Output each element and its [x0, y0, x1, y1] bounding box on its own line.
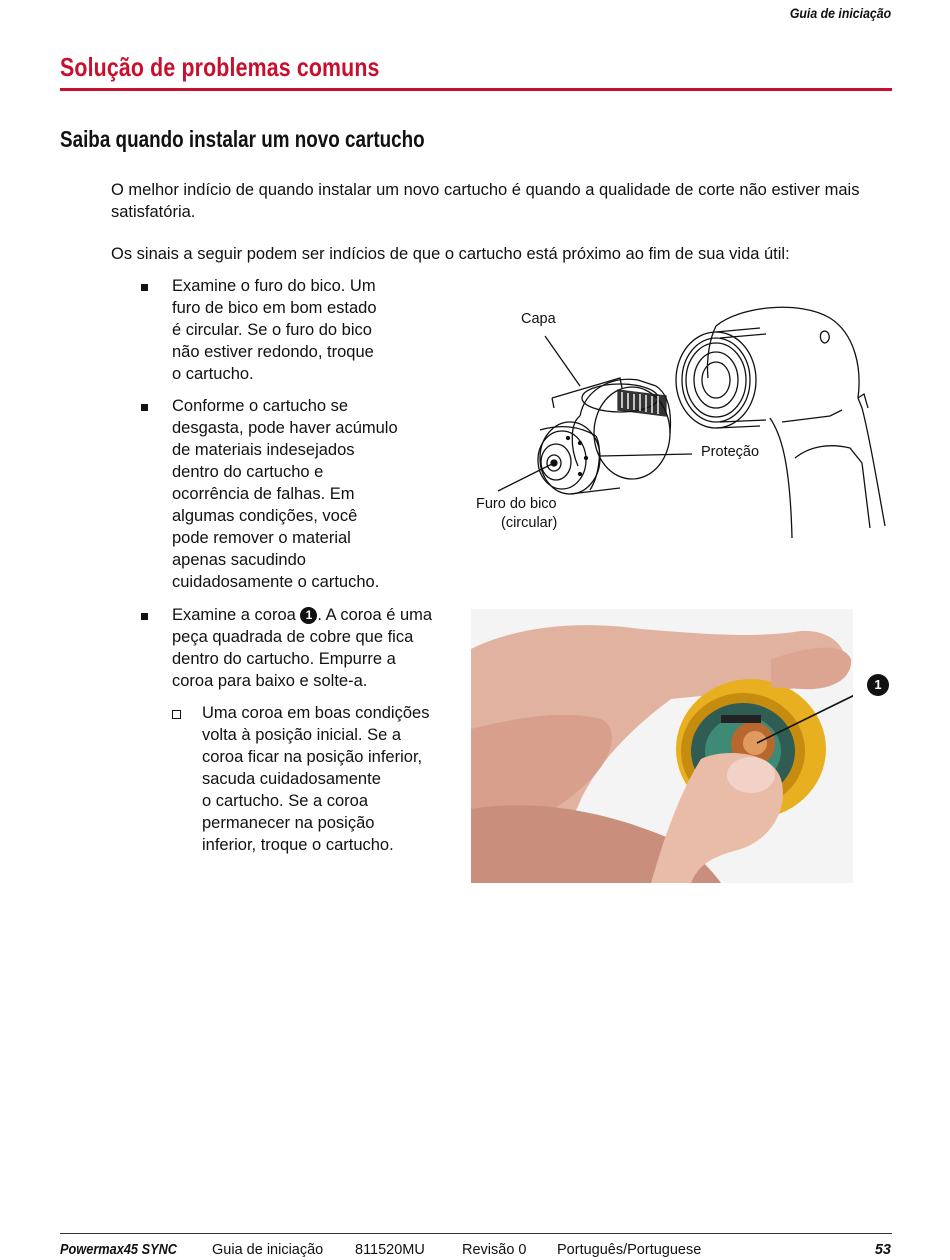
bullet-marker: [141, 404, 148, 411]
bullet-2-line: ocorrência de falhas. Em: [172, 485, 355, 503]
bullet-2-line: dentro do cartucho e: [172, 463, 324, 481]
sub-bullet-line: sacuda cuidadosamente: [202, 770, 381, 788]
bullet-2-line: algumas condições, você: [172, 507, 358, 525]
bullet-1-line: o cartucho.: [172, 365, 254, 383]
label-protecao: Proteção: [701, 444, 760, 460]
subsection-title: Saiba quando instalar um novo cartucho: [60, 126, 425, 152]
bullet-1: [172, 275, 377, 385]
callout-1-icon: 1: [300, 607, 317, 624]
footer-doc: Guia de iniciação: [212, 1242, 324, 1258]
bullet-2-line: desgasta, pode haver acúmulo: [172, 419, 398, 437]
sub-bullet-line: Uma coroa em boas condições: [202, 704, 430, 722]
sub-bullet-line: permanecer na posição: [202, 814, 375, 832]
bullet-1-line: Examine o furo do bico. Um: [172, 277, 376, 295]
running-header: Guia de iniciação: [789, 5, 891, 21]
bullet-1-line: é circular. Se o furo do bico: [172, 321, 372, 339]
bullet-2-line: pode remover o material: [172, 529, 351, 547]
title-divider: [60, 88, 892, 91]
sub-bullet-line: inferior, troque o cartucho.: [202, 836, 394, 854]
crown-photo: [471, 609, 853, 883]
footer-divider: [60, 1233, 892, 1234]
bullet-3-line: [172, 604, 432, 626]
footer-part: 811520MU: [355, 1242, 425, 1258]
label-furo-line2: (circular): [501, 515, 558, 531]
bullet-2: [172, 395, 398, 593]
bullet-2-line: cuidadosamente o cartucho.: [172, 573, 380, 591]
bullet-3-line: peça quadrada de cobre que fica: [172, 628, 414, 646]
bullet-1-line: não estiver redondo, troque: [172, 343, 374, 361]
footer-revision: Revisão 0: [462, 1242, 527, 1258]
intro-paragraph-1: O melhor indício de quando instalar um novo cartucho é quando a qualidade de corte não estiver mais satisfatória.: [111, 181, 860, 221]
bullet-1-line: furo de bico em bom estado: [172, 299, 377, 317]
bullet-marker: [141, 284, 148, 291]
page-number: 53: [874, 1242, 891, 1258]
bullet-2-line: Conforme o cartucho se: [172, 397, 349, 415]
bullet-marker: [141, 613, 148, 620]
bullet-3-text-after: . A coroa é uma: [317, 606, 433, 624]
label-capa: Capa: [521, 311, 556, 327]
bullet-3: [172, 604, 432, 692]
footer-product: Powermax45 SYNC: [60, 1242, 178, 1258]
intro-paragraph-2: Os sinais a seguir podem ser indícios de que o cartucho está próximo ao fim de sua vida útil:: [111, 245, 790, 263]
bullet-3-line: dentro do cartucho. Empurre a: [172, 650, 396, 668]
bullet-3-text-before: Examine a coroa: [172, 606, 301, 624]
sub-bullet-line: o cartucho. Se a coroa: [202, 792, 369, 810]
bullet-2-line: de materiais indesejados: [172, 441, 355, 459]
sub-bullet-marker: [172, 710, 181, 719]
sub-bullet-line: coroa ficar na posição inferior,: [202, 748, 423, 766]
sub-bullet-line: volta à posição inicial. Se a: [202, 726, 402, 744]
photo-callout-1-icon: 1: [867, 674, 889, 696]
section-title: Solução de problemas comuns: [60, 52, 380, 82]
sub-bullet: [202, 702, 429, 856]
label-furo-line1: Furo do bico: [476, 496, 557, 512]
bullet-2-line: apenas sacudindo: [172, 551, 306, 569]
bullet-3-line: coroa para baixo e solte-a.: [172, 672, 368, 690]
footer-language: Português/Portuguese: [557, 1242, 702, 1258]
